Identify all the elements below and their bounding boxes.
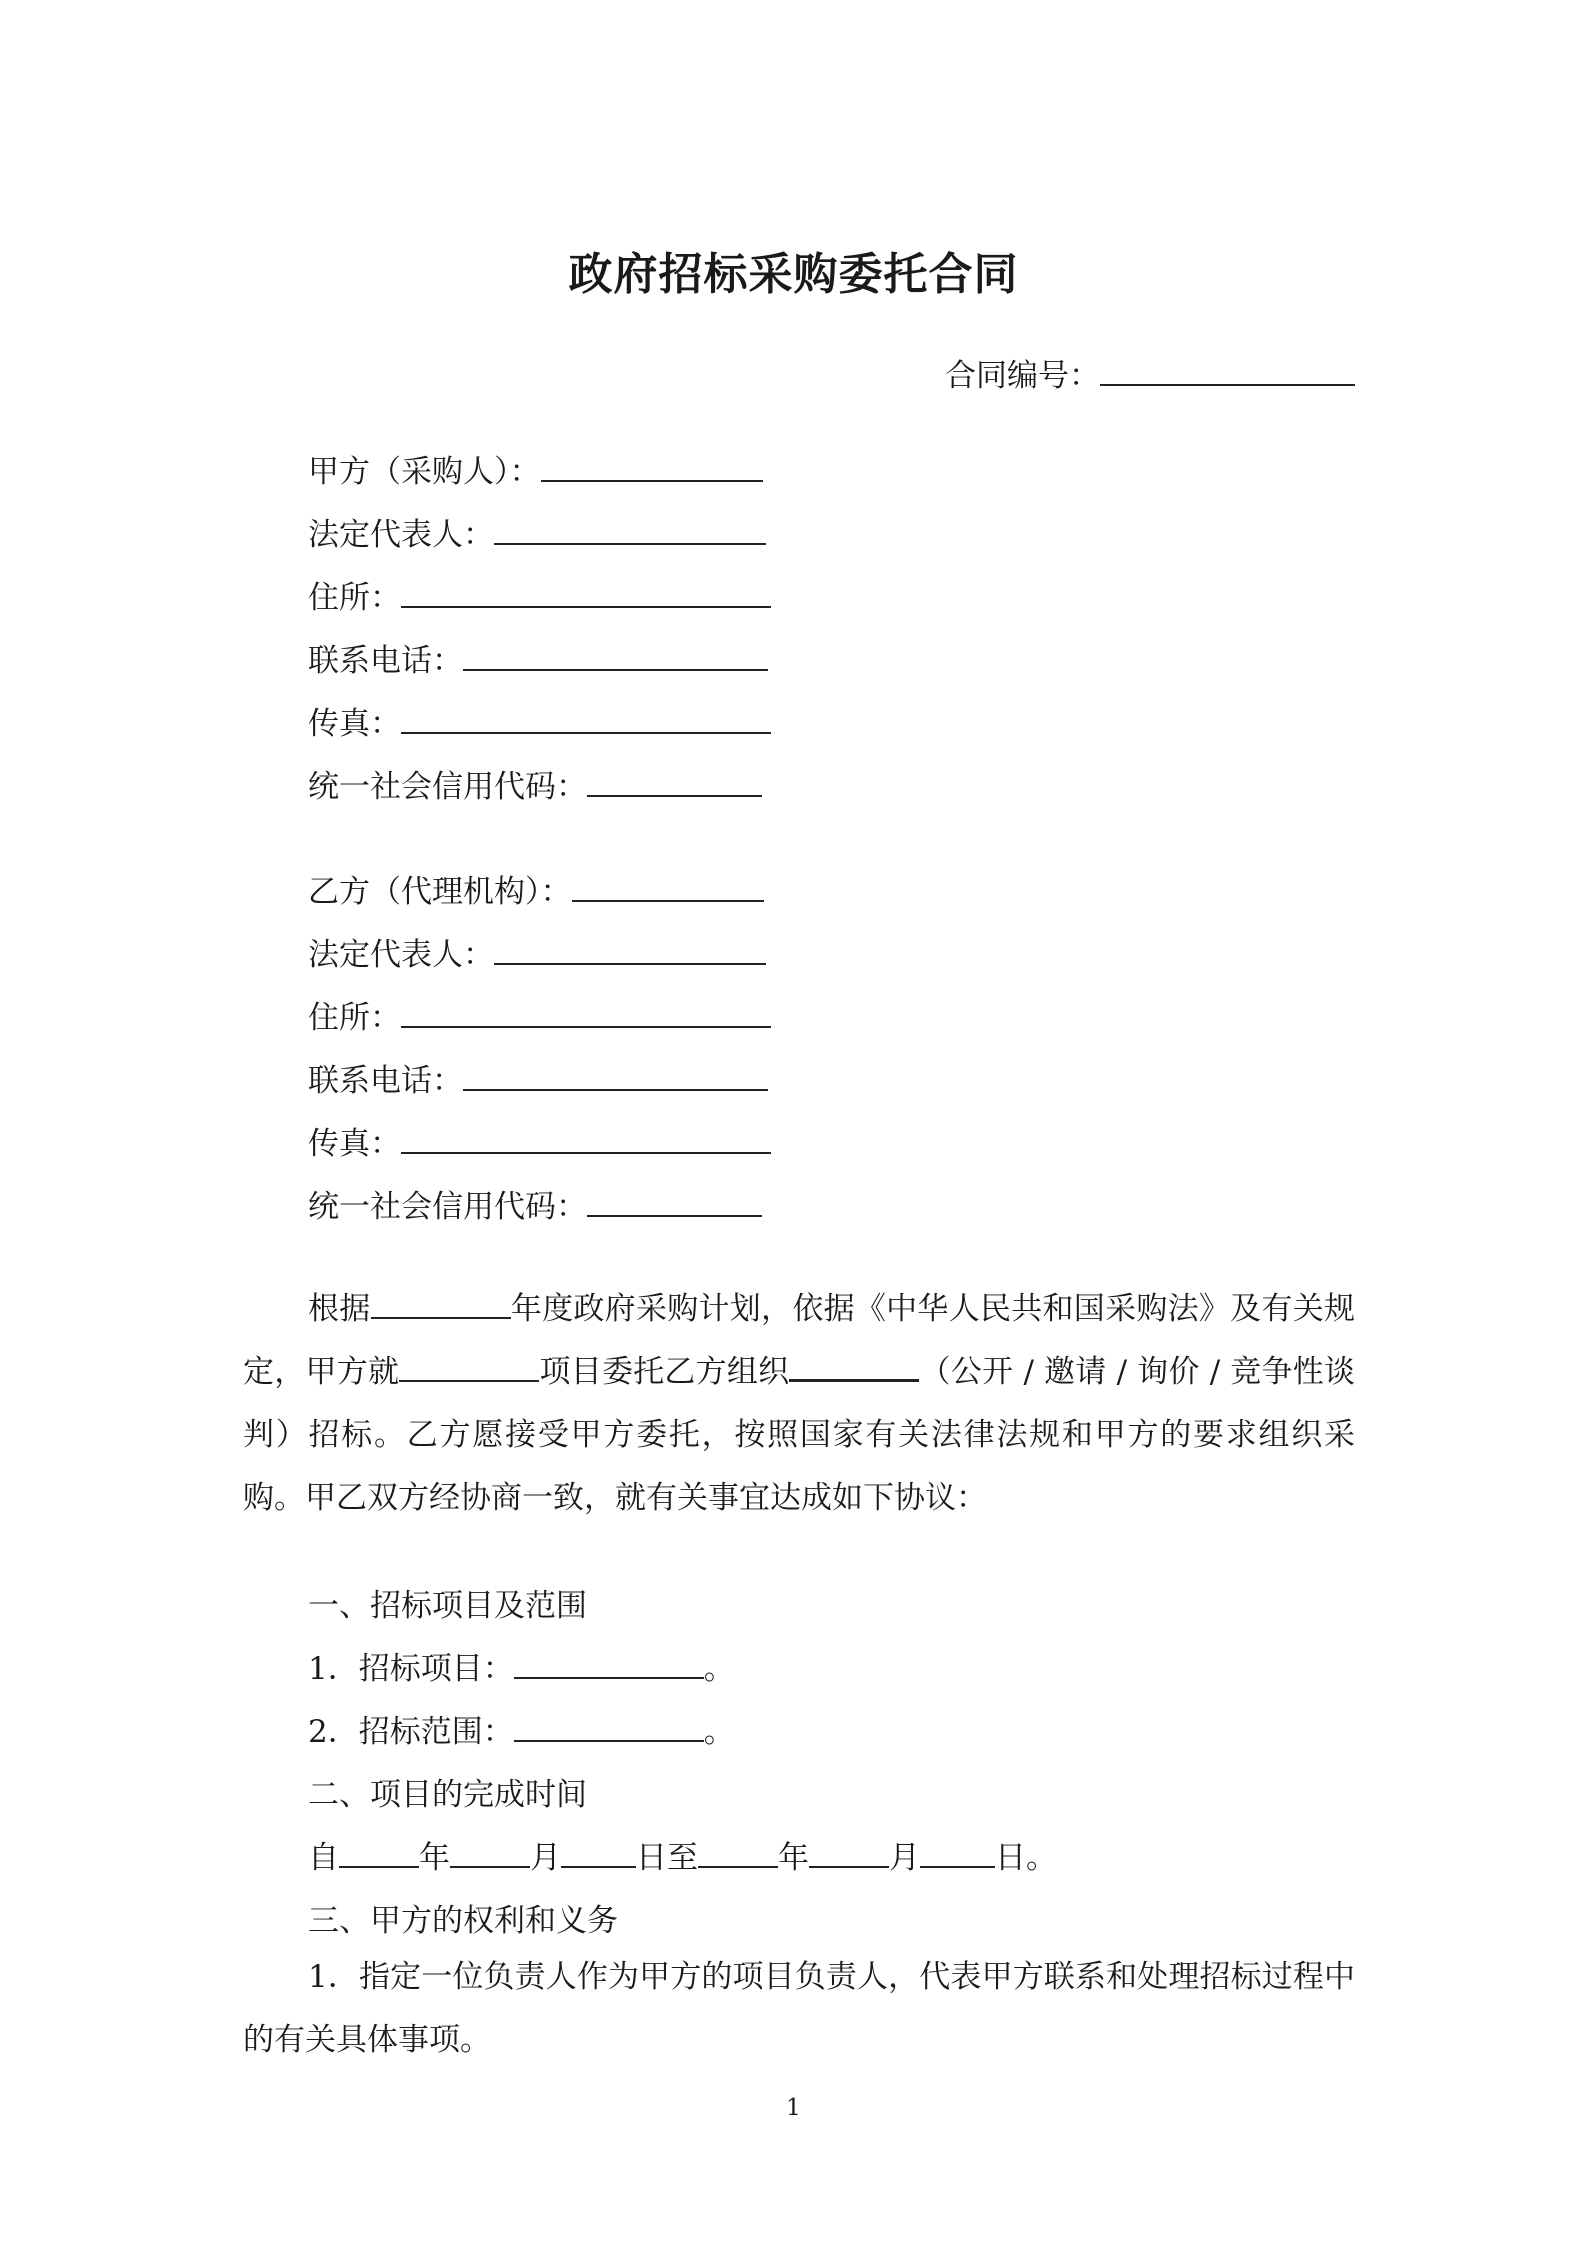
- section-1-item-1-label: 1．招标项目：: [308, 1651, 514, 1687]
- party-b-address-blank[interactable]: [401, 992, 771, 1028]
- party-b-credit-code-label: 统一社会信用代码：: [308, 1189, 587, 1225]
- contract-number-line: [945, 350, 1355, 395]
- party-a-phone-label: 联系电话：: [308, 643, 463, 679]
- party-a-phone-line: [308, 635, 768, 680]
- section-2-heading: 二、项目的完成时间: [308, 1777, 587, 1813]
- party-a-phone-blank[interactable]: [463, 635, 768, 671]
- date-to-label: 日至: [636, 1840, 698, 1876]
- party-b-credit-code-line: [308, 1181, 762, 1226]
- end-month-blank[interactable]: [809, 1832, 889, 1868]
- preamble-text-1: 根据: [308, 1291, 371, 1327]
- party-a-fax-line: [308, 698, 771, 743]
- party-a-credit-code-label: 统一社会信用代码：: [308, 769, 587, 805]
- preamble-text-3: 项目委托乙方组织: [539, 1354, 790, 1390]
- party-a-credit-code-line: [308, 761, 762, 806]
- section-3-item-1-paragraph: [243, 1946, 1355, 2072]
- contract-number-label: 合同编号：: [945, 358, 1100, 394]
- section-1-item-2-end: 。: [703, 1714, 735, 1750]
- party-b-address-line: [308, 992, 771, 1037]
- party-b-heading-line: [308, 866, 764, 911]
- party-b-fax-blank[interactable]: [401, 1118, 771, 1154]
- section-3-item-1-text: 1．指定一位负责人作为甲方的项目负责人，代表甲方联系和处理招标过程中的有关具体事项。: [243, 1959, 1355, 2058]
- start-year-label: 年: [419, 1840, 450, 1876]
- party-b-phone-line: [308, 1055, 768, 1100]
- start-year-blank[interactable]: [339, 1832, 419, 1868]
- party-b-fax-label: 传真：: [308, 1126, 401, 1162]
- section-1-item-2-label: 2．招标范围：: [308, 1714, 514, 1750]
- document-title: 政府招标采购委托合同: [568, 249, 1019, 300]
- party-a-address-blank[interactable]: [401, 572, 771, 608]
- end-year-blank[interactable]: [698, 1832, 778, 1868]
- preamble-text-4: （公开 / 邀请 / 询价 / 竞争性谈判）招标。乙方愿接受甲方委托，按照国家有关法律法规和甲方的要求组织采购。甲乙双方经协商一致，就有关事宜达成如下协议：: [243, 1354, 1355, 1516]
- party-a-credit-code-blank[interactable]: [587, 761, 762, 797]
- end-day-label: 日。: [995, 1840, 1057, 1876]
- section-1-heading: 一、招标项目及范围: [308, 1588, 587, 1624]
- party-a-legal-rep-blank[interactable]: [494, 509, 766, 545]
- bid-project-blank[interactable]: [514, 1643, 704, 1679]
- bid-scope-blank[interactable]: [514, 1706, 704, 1742]
- section-1-item-2-line: [308, 1706, 735, 1751]
- party-a-heading: 甲方（采购人）：: [308, 454, 541, 490]
- party-a-address-label: 住所：: [308, 580, 401, 616]
- end-month-label: 月: [889, 1840, 920, 1876]
- completion-date-line: [308, 1832, 1057, 1877]
- year-plan-blank[interactable]: [371, 1283, 511, 1319]
- start-month-label: 月: [530, 1840, 561, 1876]
- party-a-fax-blank[interactable]: [401, 698, 771, 734]
- party-a-legal-rep-line: [308, 509, 766, 554]
- party-b-address-label: 住所：: [308, 1000, 401, 1036]
- project-name-blank[interactable]: [399, 1346, 539, 1382]
- procurement-method-blank[interactable]: [789, 1345, 919, 1382]
- preamble-text-2: 年度政府采购计划，依据《中华人民共和国采购法》及有关规定，甲方就: [243, 1291, 1356, 1390]
- party-b-legal-rep-blank[interactable]: [494, 929, 766, 965]
- party-a-legal-rep-label: 法定代表人：: [308, 517, 494, 553]
- party-a-fax-label: 传真：: [308, 706, 401, 742]
- section-3-heading: 三、甲方的权利和义务: [308, 1903, 618, 1939]
- end-year-label: 年: [778, 1840, 809, 1876]
- party-b-name-blank[interactable]: [572, 866, 764, 902]
- party-b-fax-line: [308, 1118, 771, 1163]
- party-b-legal-rep-label: 法定代表人：: [308, 937, 494, 973]
- party-b-credit-code-blank[interactable]: [587, 1181, 762, 1217]
- party-a-heading-line: [308, 446, 763, 491]
- page-number: 1: [786, 2095, 801, 2121]
- section-1-item-1-line: [308, 1643, 735, 1688]
- date-from-label: 自: [308, 1840, 339, 1876]
- party-b-phone-blank[interactable]: [463, 1055, 768, 1091]
- party-a-address-line: [308, 572, 771, 617]
- party-b-legal-rep-line: [308, 929, 766, 974]
- contract-number-blank[interactable]: [1100, 350, 1355, 386]
- section-1-item-1-end: 。: [703, 1651, 735, 1687]
- start-month-blank[interactable]: [450, 1832, 530, 1868]
- party-b-heading: 乙方（代理机构）：: [308, 874, 572, 910]
- party-a-name-blank[interactable]: [541, 446, 763, 482]
- start-day-blank[interactable]: [561, 1832, 636, 1868]
- end-day-blank[interactable]: [920, 1832, 995, 1868]
- preamble-paragraph: [243, 1278, 1355, 1530]
- party-b-phone-label: 联系电话：: [308, 1063, 463, 1099]
